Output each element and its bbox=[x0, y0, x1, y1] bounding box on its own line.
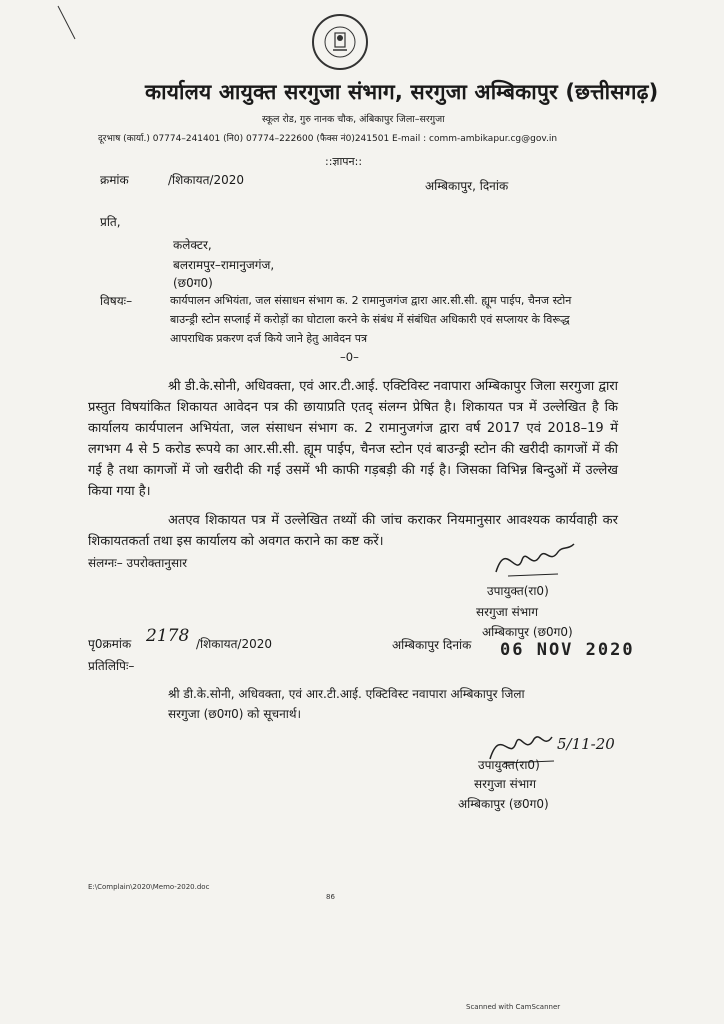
handwritten-date: 5/11-20 bbox=[557, 735, 615, 753]
office-address: स्कूल रोड, गुरु नानक चौक, अंबिकापुर जिला–सरगुजा bbox=[262, 114, 445, 125]
subject-text: कार्यपालन अभियंता, जल संसाधन संभाग क. 2 रामानुजगंज द्वारा आर.सी.सी. ह्यूम पाईप, चैनज स्टोन बाउन्ड्री स्टोन सप्लाई में करोड़ों का घोटाला करने के संबंध में संबंधित अधिकारी एवं सप्लायर के विरूद्ध आपराधिक प्रकरण दर्ज किये जाने हेतु आवेदन पत्र bbox=[170, 294, 572, 345]
memo-label: ::ज्ञापन:: bbox=[325, 155, 363, 168]
copy-text-line2: सरगुजा (छ0ग0) को सूचनार्थ। bbox=[168, 707, 302, 721]
sig2-place: अम्बिकापुर (छ0ग0) bbox=[458, 797, 549, 811]
sig2-division: सरगुजा संभाग bbox=[474, 777, 537, 791]
pukramank-suffix: /शिकायत/2020 bbox=[196, 637, 273, 651]
emblem-icon bbox=[312, 14, 368, 70]
kramank-label: क्रमांक bbox=[100, 173, 129, 187]
office-contact: दूरभाष (कार्या.) 07774–241401 (नि0) 07774–222600 (फैक्स नं0)241501 E-mail : comm-ambikapur.cg@gov.in bbox=[98, 134, 558, 144]
copy-label: प्रतिलिपिः– bbox=[88, 659, 135, 673]
enclosure: संलग्नः– उपरोक्तानुसार bbox=[88, 556, 188, 570]
subject-separator: –0– bbox=[340, 350, 359, 364]
date-stamp: 06 NOV 2020 bbox=[500, 640, 635, 660]
pukramank-label: पृ0क्रमांक bbox=[88, 637, 132, 651]
scan-mark bbox=[55, 4, 80, 44]
body-paragraph-1: श्री डी.के.सोनी, अधिवक्ता, एवं आर.टी.आई. एक्टिविस्ट नवापारा अम्बिकापुर जिला सरगुजा द्वारा प्रस्तुत विषयांकित शिकायत आवेदन पत्र की छायाप्रति एतद् संलग्न प्रेषित है। शिकायत पत्र में उल्लेखित है कि कार्यालय कार्यपालन अभियंता, जल संसाधन संभाग क. 2 रामानुजगंज द्वारा वर्ष 2017 एवं 2018–19 में लगभग 4 से 5 करोड रूपये का आर.सी.सी. ह्यूम पाईप, चैनज स्टोन एवं बाउन्ड्री स्टोन की खरीदी कागजों में की गई है तथा कागजों में जो खरीदी की गई उसमें भी काफी गड़बड़ी की गई है। जिसका विभिन्न बिन्दुओं में उल्लेख किया गया है। bbox=[88, 379, 618, 499]
sig1-place: अम्बिकापुर (छ0ग0) bbox=[482, 625, 573, 639]
kramank-value: /शिकायत/2020 bbox=[168, 173, 245, 187]
file-path: E:\Complain\2020\Memo-2020.doc bbox=[88, 883, 210, 891]
copy-text-line1: श्री डी.के.सोनी, अधिवक्ता, एवं आर.टी.आई. एक्टिविस्ट नवापारा अम्बिकापुर जिला bbox=[168, 687, 525, 701]
body-paragraph-2: अतएव शिकायत पत्र में उल्लेखित तथ्यों की जांच कराकर नियमानुसार आवश्यक कार्यवाही कर शिकायतकर्ता तथा इस कार्यालय को अवगत कराने का कष्ट करें। bbox=[88, 513, 618, 549]
prati: प्रति, bbox=[100, 215, 121, 229]
scanner-watermark: Scanned with CamScanner bbox=[466, 1003, 561, 1011]
sig1-division: सरगुजा संभाग bbox=[476, 605, 539, 619]
sig1-designation: उपायुक्त(रा0) bbox=[487, 584, 549, 598]
page-mark: 86 bbox=[326, 893, 335, 901]
office-title: कार्यालय आयुक्त सरगुजा संभाग, सरगुजा अम्बिकापुर (छत्तीसगढ़) bbox=[145, 80, 659, 104]
subject-label: विषयः– bbox=[100, 294, 133, 308]
sig2-designation: उपायुक्त(रा0) bbox=[478, 758, 540, 772]
ref-place-date: अम्बिकापुर, दिनांक bbox=[425, 179, 509, 193]
pukramank-number: 2178 bbox=[146, 626, 190, 646]
recipient-line3: (छ0ग0) bbox=[173, 276, 213, 290]
recipient-line1: कलेक्टर, bbox=[173, 238, 212, 252]
recipient-line2: बलरामपुर–रामानुजगंज, bbox=[173, 258, 275, 272]
signature-icon bbox=[488, 530, 578, 585]
endorsement-place-date: अम्बिकापुर दिनांक bbox=[392, 638, 472, 652]
